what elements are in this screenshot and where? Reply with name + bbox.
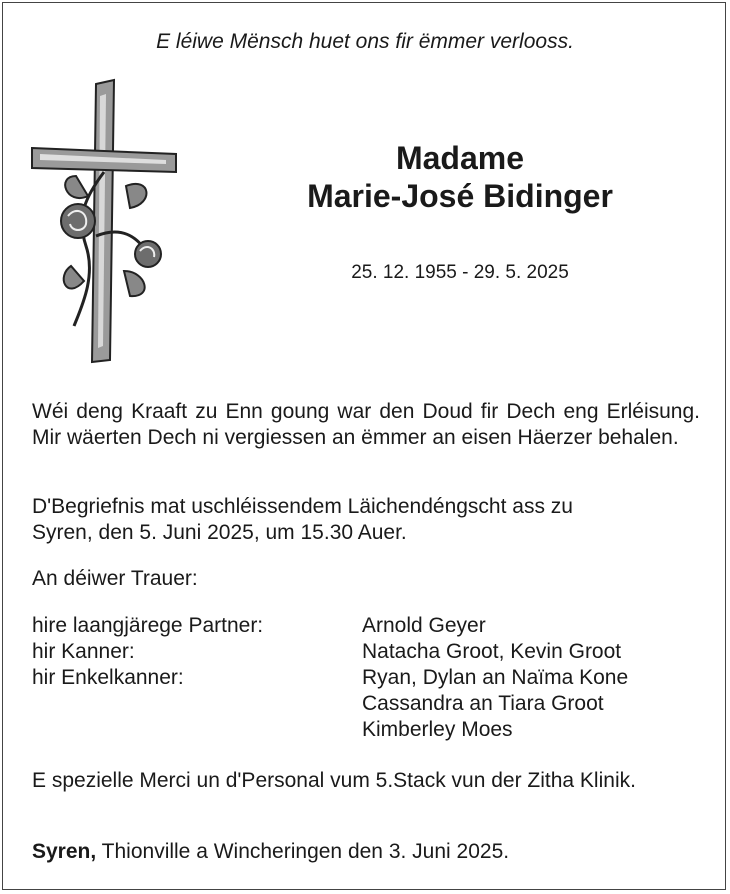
mourner-name: Cassandra an Tiara Groot	[362, 692, 604, 715]
title-block	[230, 140, 690, 216]
life-dates: 25. 12. 1955 - 29. 5. 2025	[351, 262, 569, 283]
mourner-row	[32, 613, 700, 639]
signature-place: Syren,	[32, 840, 97, 863]
mourner-role: hir Kanner:	[32, 640, 135, 663]
mourner-names	[362, 613, 700, 639]
motto: E léiwe Mënsch huet ons fir ëmmer verlooss.	[156, 30, 574, 53]
signature-line	[32, 840, 509, 864]
mourners-list	[32, 613, 700, 743]
mourner-names	[362, 665, 700, 743]
mourner-row	[32, 639, 700, 665]
mourner-name: Kimberley Moes	[362, 718, 513, 741]
funeral-line: D'Begriefnis mat uschléissendem Läichendéngscht ass zu	[32, 495, 573, 518]
farewell-paragraph: Wéi deng Kraaft zu Enn goung war den Doud fir Dech eng Erléisung. Mir wäerten Dech ni vergiessen an ëmmer an eisen Häerzer behalen.	[32, 400, 700, 449]
mourner-role: hire laangjärege Partner:	[32, 614, 264, 637]
mourning-intro: An déiwer Trauer:	[32, 567, 198, 590]
funeral-paragraph	[32, 494, 700, 546]
mourner-role: hir Enkelkanner:	[32, 666, 184, 689]
funeral-line: Syren, den 5. Juni 2025, um 15.30 Auer.	[32, 521, 407, 544]
mourner-name: Ryan, Dylan an Naïma Kone	[362, 666, 629, 689]
thanks-paragraph: E spezielle Merci un d'Personal vum 5.Stack vun der Zitha Klinik.	[32, 769, 636, 792]
mourner-name: Arnold Geyer	[362, 614, 486, 637]
mourner-row	[32, 665, 700, 743]
honorific: Madame	[395, 140, 525, 176]
mourner-names	[362, 639, 700, 665]
signature-rest: Thionville a Wincheringen den 3. Juni 2025.	[96, 840, 510, 863]
mourner-name: Natacha Groot, Kevin Groot	[362, 640, 622, 663]
cross-with-roses-icon	[26, 76, 206, 366]
deceased-name: Marie-José Bidinger	[307, 178, 613, 214]
